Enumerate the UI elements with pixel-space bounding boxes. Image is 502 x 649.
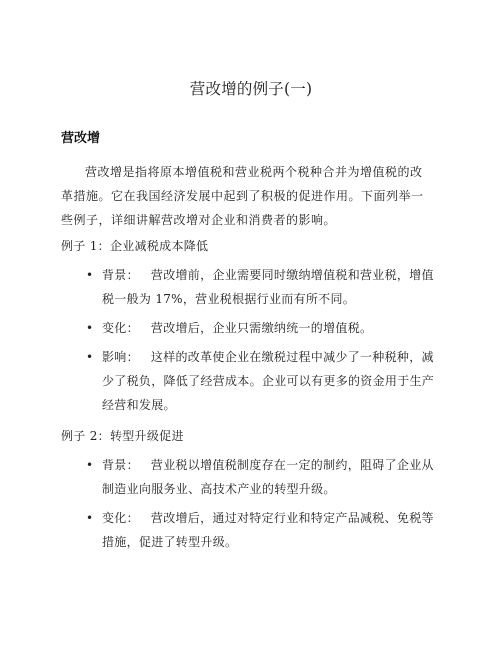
example-2-bullet-background <box>86 453 439 501</box>
example-2-heading: 例子 2：转型升级促进 <box>61 429 184 443</box>
bullet-dot-icon: • <box>86 268 94 282</box>
bullet-text: 营业税以增值税制度存在一定的制约，阻碍了企业从制造业向服务业、高技术产业的转型升级。 <box>102 458 434 496</box>
bullet-text: 营改增前，企业需要同时缴纳增值税和营业税，增值税一般为 17%，营业税根据行业而有所不同。 <box>102 268 434 306</box>
bullet-label: 变化： <box>102 321 139 335</box>
intro-paragraph: 营改增是指将原本增值税和营业税两个税种合并为增值税的改革措施。它在我国经济发展中起到了积极的促进作用。下面列举一些例子，详细讲解营改增对企业和消费者的影响。 <box>61 165 424 227</box>
bullet-dot-icon: • <box>86 321 94 335</box>
example-1-bullet-impact <box>86 345 439 417</box>
bullet-label: 背景： <box>102 268 139 282</box>
example-2-bullet-change <box>86 506 439 554</box>
document-title: 营改增的例子(一) <box>189 80 313 98</box>
bullet-text: 营改增后，企业只需缴纳统一的增值税。 <box>150 321 373 335</box>
bullet-label: 背景： <box>102 458 139 472</box>
bullet-label: 影响： <box>102 350 139 364</box>
bullet-label: 变化： <box>102 511 139 525</box>
bullet-dot-icon: • <box>86 511 94 525</box>
bullet-dot-icon: • <box>86 350 94 364</box>
example-1-bullet-background <box>86 263 439 311</box>
bullet-dot-icon: • <box>86 458 94 472</box>
example-1-heading: 例子 1：企业减税成本降低 <box>61 239 209 253</box>
bullet-text: 这样的改革使企业在缴税过程中减少了一种税种，减少了税负，降低了经营成本。企业可以有更多的资金用于生产经营和发展。 <box>102 350 435 412</box>
example-1-bullet-change <box>86 316 439 340</box>
section-heading: 营改增 <box>61 131 101 146</box>
bullet-text: 营改增后，通过对特定行业和特定产品减税、免税等措施，促进了转型升级。 <box>102 511 434 549</box>
